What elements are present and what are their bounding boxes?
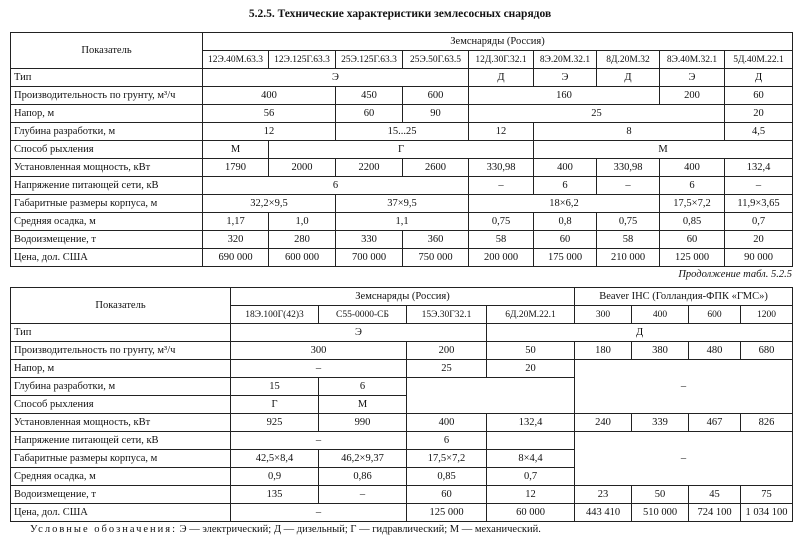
cell: 1790 [203, 159, 269, 177]
cell: 0,7 [487, 468, 575, 486]
cell: 23 [575, 486, 632, 504]
page-title: 5.2.5. Технические характеристики землесосных снарядов [248, 8, 552, 20]
cell: 180 [575, 342, 632, 360]
cell: 125 000 [407, 504, 487, 522]
row-label: Глубина разработки, м [11, 123, 203, 141]
cell: 20 [487, 360, 575, 378]
cell: М [319, 396, 407, 414]
group-header-ru: Земснаряды (Россия) [231, 288, 575, 306]
cell: 400 [660, 159, 725, 177]
model-header: 8Д.20М.32 [597, 51, 660, 69]
cell: 6 [319, 378, 407, 396]
group-header-beaver: Beaver IHC (Голландия-ФПК «ГМС») [575, 288, 793, 306]
cell: 400 [203, 87, 336, 105]
cell: – [231, 360, 407, 378]
cell: 925 [231, 414, 319, 432]
model-header: С55-0000-СБ [319, 306, 407, 324]
table-row [11, 159, 793, 177]
row-label: Цена, дол. США [11, 504, 231, 522]
cell: М [534, 141, 793, 159]
cell: – [231, 432, 407, 450]
cell: 200 [660, 87, 725, 105]
cell: 60 [336, 105, 403, 123]
cell: 15 [231, 378, 319, 396]
model-header: 18Э.100Г(42)3 [231, 306, 319, 324]
table-row [11, 105, 793, 123]
model-header: 25Э.50Г.63.5 [403, 51, 469, 69]
cell: 20 [725, 105, 793, 123]
table-row [11, 360, 793, 378]
row-label: Способ рыхления [11, 141, 203, 159]
cell: 60 [660, 231, 725, 249]
model-header: 12Э.40М.63.3 [203, 51, 269, 69]
table-row [11, 195, 793, 213]
cell: 45 [689, 486, 741, 504]
cell: 0,8 [534, 213, 597, 231]
cell: Д [469, 69, 534, 87]
cell: – [575, 432, 793, 486]
cell: – [469, 177, 534, 195]
table-row [11, 141, 793, 159]
cell: 50 [632, 486, 689, 504]
legend-prefix: Условные обозначения: [30, 524, 178, 535]
cell: 600 000 [269, 249, 336, 267]
model-header: 15Э.30Г32.1 [407, 306, 487, 324]
cell: 1,0 [269, 213, 336, 231]
dredger-specs-table-continued [10, 287, 793, 522]
cell: 339 [632, 414, 689, 432]
indicator-header: Показатель [11, 33, 203, 69]
dredger-specs-table [10, 32, 793, 267]
model-header: 400 [632, 306, 689, 324]
cell: 50 [487, 342, 575, 360]
model-header: 8Э.40М.32.1 [660, 51, 725, 69]
table-row [11, 69, 793, 87]
cell: 6 [660, 177, 725, 195]
cell: 4,5 [725, 123, 793, 141]
cell: 0,85 [660, 213, 725, 231]
table-row [11, 231, 793, 249]
cell: 90 000 [725, 249, 793, 267]
cell: 330 [336, 231, 403, 249]
row-label: Установленная мощность, кВт [11, 159, 203, 177]
model-header: 12Д.30Г.32.1 [469, 51, 534, 69]
cell: 0,9 [231, 468, 319, 486]
table-row [11, 324, 793, 342]
row-label: Габаритные размеры корпуса, м [11, 450, 231, 468]
cell: 1 034 100 [741, 504, 793, 522]
row-label: Водоизмещение, т [11, 231, 203, 249]
cell: 60 [534, 231, 597, 249]
continuation-note: Продолжение табл. 5.2.5 [678, 269, 792, 280]
table-row [11, 504, 793, 522]
cell: Э [231, 324, 487, 342]
row-label: Производительность по грунту, м³/ч [11, 87, 203, 105]
model-header: 300 [575, 306, 632, 324]
cell: 0,75 [597, 213, 660, 231]
cell: 200 000 [469, 249, 534, 267]
cell: 200 [407, 342, 487, 360]
table-row [11, 432, 793, 450]
model-header: 8Э.20М.32.1 [534, 51, 597, 69]
cell: 8×4,4 [487, 450, 575, 468]
cell: 125 000 [660, 249, 725, 267]
cell: 1,17 [203, 213, 269, 231]
cell: 132,4 [725, 159, 793, 177]
cell: 42,5×8,4 [231, 450, 319, 468]
cell: 330,98 [597, 159, 660, 177]
cell: 360 [403, 231, 469, 249]
cell: 320 [203, 231, 269, 249]
legend [30, 524, 541, 535]
cell: 280 [269, 231, 336, 249]
cell: 690 000 [203, 249, 269, 267]
cell: 15...25 [336, 123, 469, 141]
row-label: Глубина разработки, м [11, 378, 231, 396]
cell: 17,5×7,2 [407, 450, 487, 468]
cell: 0,7 [725, 213, 793, 231]
model-header: 25Э.125Г.63.3 [336, 51, 403, 69]
cell: 60 [725, 87, 793, 105]
model-header: 6Д.20М.22.1 [487, 306, 575, 324]
cell: 90 [403, 105, 469, 123]
cell: 6 [534, 177, 597, 195]
row-label: Тип [11, 324, 231, 342]
cell: Э [534, 69, 597, 87]
model-header: 1200 [741, 306, 793, 324]
cell: – [725, 177, 793, 195]
cell: 0,75 [469, 213, 534, 231]
cell: – [319, 486, 407, 504]
row-label: Габаритные размеры корпуса, м [11, 195, 203, 213]
cell: 12 [203, 123, 336, 141]
cell: 700 000 [336, 249, 403, 267]
cell: 330,98 [469, 159, 534, 177]
cell: М [203, 141, 269, 159]
cell [487, 432, 575, 450]
cell: 6 [203, 177, 469, 195]
cell: 175 000 [534, 249, 597, 267]
cell: 1,1 [336, 213, 469, 231]
model-header: 600 [689, 306, 741, 324]
table-row [11, 486, 793, 504]
model-header: 12Э.125Г.63.3 [269, 51, 336, 69]
row-label: Тип [11, 69, 203, 87]
row-label: Напряжение питающей сети, кВ [11, 177, 203, 195]
table-row [11, 87, 793, 105]
cell: 20 [725, 231, 793, 249]
table-row [11, 213, 793, 231]
cell: 160 [469, 87, 660, 105]
cell: Д [487, 324, 793, 342]
model-header: 5Д.40М.22.1 [725, 51, 793, 69]
table-row [11, 177, 793, 195]
cell: – [597, 177, 660, 195]
cell: 2200 [336, 159, 403, 177]
cell: 58 [469, 231, 534, 249]
cell: 240 [575, 414, 632, 432]
cell: – [231, 504, 407, 522]
cell: 75 [741, 486, 793, 504]
cell: – [575, 360, 793, 414]
cell: 400 [534, 159, 597, 177]
cell: 990 [319, 414, 407, 432]
cell: 2600 [403, 159, 469, 177]
row-label: Средняя осадка, м [11, 213, 203, 231]
cell: 60 [407, 486, 487, 504]
cell: 467 [689, 414, 741, 432]
cell: 132,4 [487, 414, 575, 432]
cell: 724 100 [689, 504, 741, 522]
cell: 32,2×9,5 [203, 195, 336, 213]
table-row [11, 249, 793, 267]
cell: 6 [407, 432, 487, 450]
row-label: Напряжение питающей сети, кВ [11, 432, 231, 450]
cell: 17,5×7,2 [660, 195, 725, 213]
cell: 12 [469, 123, 534, 141]
cell: 480 [689, 342, 741, 360]
row-label: Установленная мощность, кВт [11, 414, 231, 432]
cell: 680 [741, 342, 793, 360]
cell: Г [269, 141, 534, 159]
row-label: Напор, м [11, 105, 203, 123]
row-label: Способ рыхления [11, 396, 231, 414]
cell: 400 [407, 414, 487, 432]
row-label: Напор, м [11, 360, 231, 378]
cell: 135 [231, 486, 319, 504]
cell: Г [231, 396, 319, 414]
cell: 25 [469, 105, 725, 123]
cell: 56 [203, 105, 336, 123]
cell: Д [597, 69, 660, 87]
cell: 18×6,2 [469, 195, 660, 213]
cell: 750 000 [403, 249, 469, 267]
cell: 25 [407, 360, 487, 378]
cell: 380 [632, 342, 689, 360]
cell: 826 [741, 414, 793, 432]
cell: 510 000 [632, 504, 689, 522]
cell: 443 410 [575, 504, 632, 522]
table-row [11, 342, 793, 360]
cell: Д [725, 69, 793, 87]
cell: 46,2×9,37 [319, 450, 407, 468]
cell [407, 378, 575, 414]
cell: 0,86 [319, 468, 407, 486]
cell: 300 [231, 342, 407, 360]
cell: 210 000 [597, 249, 660, 267]
cell: 60 000 [487, 504, 575, 522]
cell: 58 [597, 231, 660, 249]
group-header: Земснаряды (Россия) [203, 33, 793, 51]
cell: 600 [403, 87, 469, 105]
cell: 450 [336, 87, 403, 105]
cell: 37×9,5 [336, 195, 469, 213]
cell: 12 [487, 486, 575, 504]
row-label: Цена, дол. США [11, 249, 203, 267]
row-label: Водоизмещение, т [11, 486, 231, 504]
cell: Э [660, 69, 725, 87]
indicator-header: Показатель [11, 288, 231, 324]
cell: 0,85 [407, 468, 487, 486]
cell: 2000 [269, 159, 336, 177]
cell: 8 [534, 123, 725, 141]
cell: Э [203, 69, 469, 87]
legend-text: Э — электрический; Д — дизельный; Г — гидравлический; М — механический. [177, 524, 541, 535]
row-label: Производительность по грунту, м³/ч [11, 342, 231, 360]
table-row [11, 414, 793, 432]
table-row [11, 123, 793, 141]
row-label: Средняя осадка, м [11, 468, 231, 486]
cell: 11,9×3,65 [725, 195, 793, 213]
